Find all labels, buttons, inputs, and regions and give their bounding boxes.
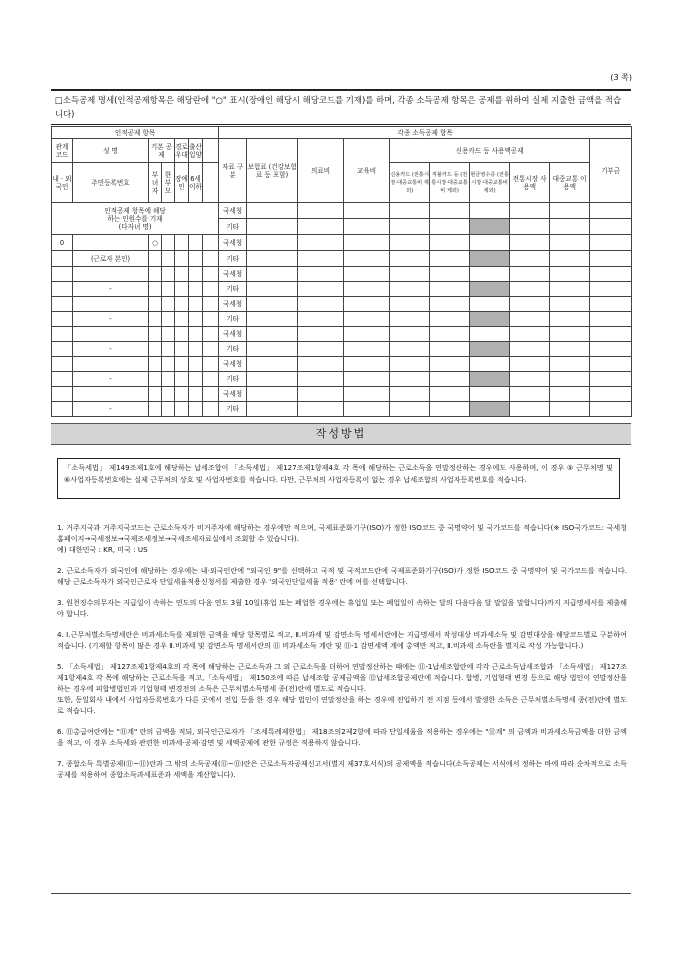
col-single-parent: 한 부 모: [162, 163, 175, 203]
rel-code-value: 0: [52, 235, 73, 251]
col-rrn: 주민등록번호: [73, 163, 149, 203]
col-birth: 출산 입양: [189, 139, 203, 163]
deduction-table: 인적공제 항목 각종 소득공제 항목 관계 코드 성 명 기본 공제 경로 우대 출산 입양 자료 구분 보험료 (건강보험료 등 포함) 의료비 교육비 신용카드 등 사용액공제 기부금 내 · 외 국인 주민등록번호 부 녀 자 한 부 모 장애인 6세 이하 신용카드 (전통시장·대중교통비 제외) 직불카드 등 (전통시장·대중교통비 제외) 현금영수증 (전통시장·대중교통비 제외) 전통시장 사용액 대중교통 이용액 인적공제 항목에 해당 하는 인원수를 기재 (다자녀 명) 국세청 기타 0 ○ 국세청 (근로자 본인) 기타 국세청 - 기타 국세청 - 기타 국세청 - 기타 국세청 - 기타 국세청 - 기타: [51, 126, 632, 417]
note-item: 3. 원천징수의무자는 지급일이 속하는 연도의 다음 연도 3월 10일(휴업 또는 폐업한 경우에는 휴업일 또는 폐업일이 속하는 달의 다음다음 달 말일을 말합니다)까지 지급명세서를 제출해야 합니다.: [57, 598, 627, 618]
note-item: 7. 종합소득 특별공제(⑪~⑪)란과 그 밖의 소득공제(⑪~⑪)란은 근로소득자공제신고서(별지 제37호서식)의 공제액을 적습니다(소득공제는 서식에서 정하는 바에 따라 순차적으로 소득공제를 적용하여 종합소득과세표준과 세액을 계산합니다).: [57, 759, 627, 779]
note-item: 1. 거주지국과 거주지국코드는 근로소득자가 비거주자에 해당하는 경우에만 적으며, 국제표준화기구(ISO)가 정한 ISO코드 중 국명약어 및 국가코드를 적습니다(※ ISO국가코드: 국세청홈페이지→국세정보→국제조세정보→국세조세자료실에서 조회할 수 있습니다). 예) 대한민국 : KR, 미국 : US: [57, 523, 627, 554]
section-title: 작성방법: [51, 423, 631, 445]
notice-box: 「소득세법」 제149조제1호에 해당하는 납세조합이 「소득세법」 제127조제1항제4호 각 목에 해당하는 근로소득을 연말정산하는 경우에도 사용하며, 이 경우 ⑤ 근무처명 및 ⑥사업자등록번호에는 실제 근무처의 상호 및 사업자번호를 적습니다. 다만, 근무처의 사업자등록이 없는 경우 납세조합의 사업자등록번호를 적습니다.: [57, 458, 620, 499]
col-credit-header: 신용카드 등 사용액공제: [390, 139, 590, 163]
self-label: (근로자 본인): [73, 251, 149, 267]
col-rel-code: 관계 코드: [52, 139, 73, 163]
col-under6: 6세 이하: [189, 163, 203, 203]
col-foreign-flag: 내 · 외 국인: [52, 163, 73, 203]
rrn-dash: -: [73, 342, 149, 357]
col-name: 성 명: [73, 139, 149, 163]
summary-label: 인적공제 항목에 해당 하는 인원수를 기재 (다자녀 명): [52, 203, 219, 235]
col-elderly: 경로 우대: [175, 139, 189, 163]
col-data-type: 자료 구분: [219, 139, 247, 203]
header-various: 각종 소득공제 항목: [219, 127, 632, 139]
row-tax-office: 국세청: [219, 203, 247, 219]
note-item: 5. 「소득세법」 제127조제1항제4호의 각 목에 해당하는 근로소득과 그 외 근로소득을 더하여 연말정산하는 때에는 ⑪-1납세조합란에 각각 근로소득납세조합과 「소득세법」 제127조제1항제4호 각 목에 해당하는 근로소득을 적고,「소득세법」 제150조에 따른 납세조합 공제금액을 ⑫납세조합공제란에 적습니다. 합병, 기업형태 변경 등으로 해당 법인이 연말정산을 하는 경우에 피합병법인과 기업형태 변경전의 소득은 근무처별소득명세 종(전)란에 별도로 적습니다. 또한, 동일회사 내에서 사업자등록번호가 다른 곳에서 전입 등을 한 경우 해당 법인이 연말정산을 하는 경우에 전입하기 전 지점 등에서 발생한 소득은 근무처별소득명세 종(전)란에 별도로 적습니다.: [57, 662, 627, 715]
rrn-dash: -: [73, 282, 149, 297]
col-debit-card: 직불카드 등 (전통시장·대중교통비 제외): [430, 163, 470, 203]
col-education: 교육비: [344, 139, 390, 203]
col-market: 전통시장 사용액: [510, 163, 550, 203]
col-transit: 대중교통 이용액: [550, 163, 590, 203]
col-credit-card: 신용카드 (전통시장·대중교통비 제외): [390, 163, 430, 203]
instructions: [57, 522, 627, 790]
col-donation: 기부금: [590, 139, 632, 203]
basic-deduction-mark: ○: [149, 235, 162, 251]
col-cash-receipt: 현금영수증 (전통시장·대중교통비 제외): [470, 163, 510, 203]
rrn-dash: -: [73, 372, 149, 387]
rrn-dash: -: [73, 402, 149, 417]
col-disabled: 장애인: [175, 163, 189, 203]
header-personal: 인적공제 항목: [52, 127, 219, 139]
col-woman: 부 녀 자: [149, 163, 162, 203]
note-item: 6. ⑪총급여란에는 "⑪계" 란의 금액을 적되, 외국인근로자가 「조세특례제한법」 제18조의2제2항에 따라 단일세율을 적용하는 경우에는 "⑪계" 의 금액과 비과세소득금액을 더한 금액을 적고, 이 경우 소득세와 관련한 비과세·공제·감면 및 세액공제에 관한 규정은 적용하지 않습니다.: [57, 727, 627, 747]
row-other: 기타: [219, 219, 247, 235]
page-number: (3 쪽): [610, 73, 632, 82]
note-item: 2. 근로소득자가 외국인에 해당하는 경우에는 내·외국인란에 "외국인 9"를 선택하고 국적 및 국적코드란에 국제표준화기구(ISO)가 정한 ISO코드 중 국명약어 및 국가코드를 적습니다. 해당 근로소득자가 외국인근로자 단일세율적용신청서를 제출한 경우 '외국인단일세율 적용' 란에 여를 선택합니다.: [57, 566, 627, 586]
bottom-rule: [51, 893, 631, 894]
deduction-intro: □소득공제 명세(인적공제항목은 해당란에 "○" 표시(장애인 해당시 해당코드를 기재)를 하며, 각종 소득공제 항목은 공제를 위하여 실제 지출한 금액을 적습니다): [51, 89, 631, 125]
note-item: 4. Ⅰ.근무처별소득명세란은 비과세소득를 제외한 금액을 해당 항목별로 적고, Ⅱ.비과세 및 감면소득 명세서란에는 지급명세서 작성대상 비과세소득 및 감면대상을 해당코드별로 구분하여 적습니다. (기재할 항목이 많은 경우 Ⅱ.비과세 및 감면소득 명세서란의 ⑪ 비과세소득 계란 및 ⑪-1 감면세액 계에 총액만 적고, Ⅱ.비과세 소득란을 별지로 작성 가능합니다.): [57, 630, 627, 650]
col-insurance: 보험료 (건강보험료 등 포함): [247, 139, 298, 203]
col-medical: 의료비: [298, 139, 344, 203]
col-basic: 기본 공제: [149, 139, 175, 163]
rrn-dash: -: [73, 312, 149, 327]
